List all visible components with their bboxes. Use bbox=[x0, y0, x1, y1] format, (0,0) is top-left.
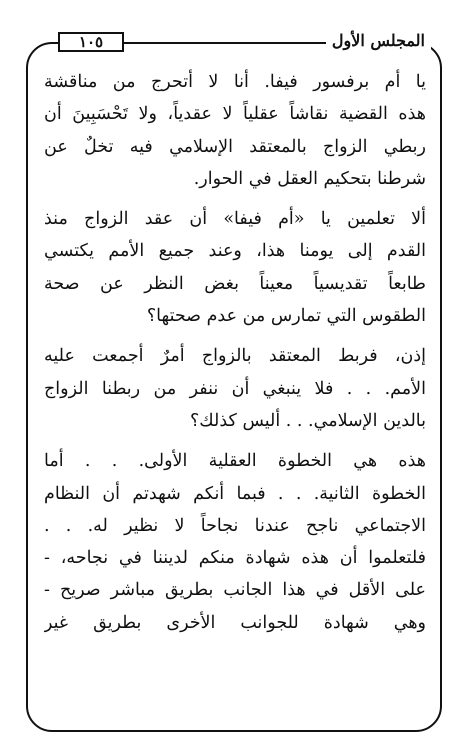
paragraph bbox=[44, 340, 426, 437]
text-line: هذه هي الخطوة العقلية الأولى. . . أما bbox=[44, 451, 426, 472]
text-line: القدم إلى يومنا هذا، وعند جميع الأمم يكتسي bbox=[44, 241, 426, 262]
text-line: فلتعلموا أن هذه شهادة منكم لديننا في نجاحه، - bbox=[44, 548, 426, 569]
chapter-title: المجلس الأول bbox=[326, 28, 431, 54]
paragraph bbox=[44, 203, 426, 332]
text-line: إذن، فربط المعتقد بالزواج أمرٌ أجمعت عليه bbox=[44, 346, 426, 367]
text-line: يا أم برفسور فيفا. أنا لا أتحرج من مناقشة bbox=[44, 72, 426, 92]
text-line: الأمم. . . فلا ينبغي أن ننفر من ربطنا الزواج bbox=[44, 378, 426, 399]
paragraph bbox=[44, 66, 426, 195]
text-line: طابعاً تقديسياً معيناً بغض النظر عن صحة bbox=[44, 273, 426, 294]
text-line: بالدين الإسلامي. . . أليس كذلك؟ bbox=[190, 410, 426, 431]
text-line: الطقوس التي تمارس من عدم صحتها؟ bbox=[146, 306, 426, 327]
paragraph-gap bbox=[44, 437, 426, 445]
text-line: على الأقل في هذا الجانب بطريق مباشر صريح - bbox=[44, 580, 426, 601]
paragraph bbox=[44, 445, 426, 639]
text-line: شرطنا بتحكيم العقل في الحوار. bbox=[193, 168, 426, 189]
text-line: الخطوة الثانية. . . فبما أنكم شهدتم أن النظام bbox=[44, 483, 426, 504]
text-line: هذه القضية نقاشاً عقلياً لا عقدياً، ولا تَحْسَبِينَ أن bbox=[44, 104, 426, 125]
text-line: الاجتماعي ناجح عندنا نجاحاً لا نظير له. . . bbox=[44, 515, 426, 536]
body-text bbox=[44, 66, 426, 639]
text-line: ألا تعلمين يا «أم فيفا» أن عقد الزواج منذ bbox=[44, 209, 426, 230]
paragraph-gap bbox=[44, 195, 426, 203]
page-number: ١٠٥ bbox=[58, 32, 124, 52]
paragraph-gap bbox=[44, 332, 426, 340]
text-line: وهي شهادة للجوانب الأخرى بطريق غير bbox=[44, 612, 426, 633]
text-line: ربطي الزواج بالمعتقد الإسلامي فيه تخلٌ عن bbox=[44, 136, 426, 157]
